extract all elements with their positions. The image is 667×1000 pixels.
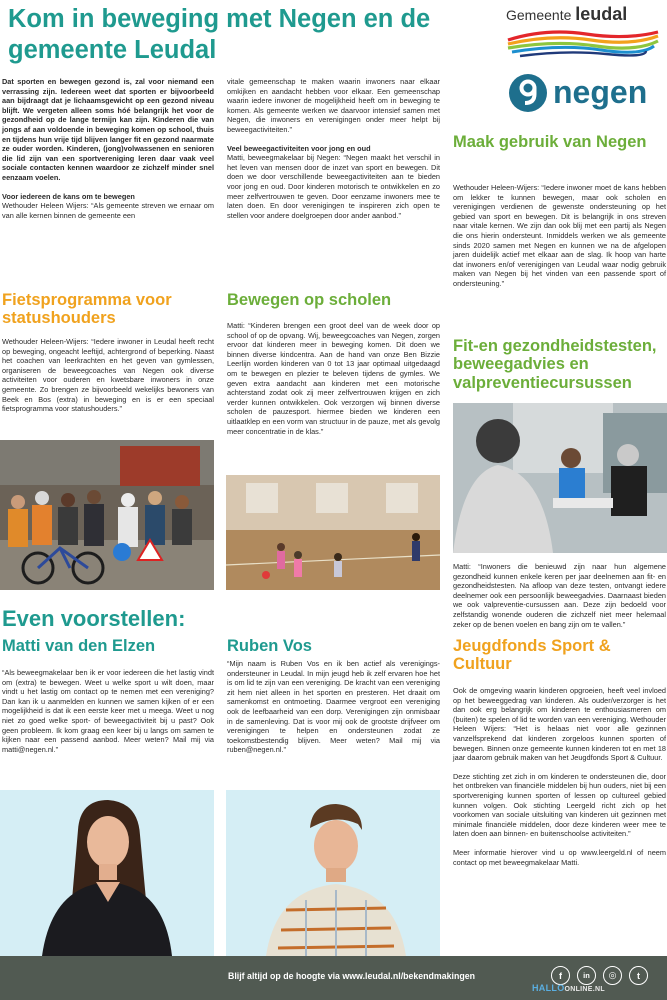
negen-logo	[508, 73, 658, 115]
hallo-online-watermark	[532, 983, 605, 993]
health-test-illustration	[453, 403, 667, 553]
intro-text-2: vitale gemeenschap te maken waarin inwoners naar elkaar omkijken en aandacht hebben voor elkaar. Een gemeenschap waarin iedere inwoner de mogelijkheid heeft om in beweging te komen. Als gemeente werken we daarvoor intensief samen met Negen, die inwoners en verenigingen onder meer helpt bij beweegactiviteiten.”	[227, 77, 440, 134]
intro-column-1	[2, 77, 214, 220]
twitter-icon[interactable]: t	[629, 966, 648, 985]
ruben-text: “Mijn naam is Ruben Vos en ik ben actief als verenigings-ondersteuner in Leudal. In mijn jeugd heb ik zelf ervaren hoe het is om lid te zijn van een vereniging. De kracht van een vereniging zit hem niet alleen in het sporten en presteren. Het draait om samenkomst en ontmoeting. Daarmee vergroot een vereniging ook de leefbaarheid van een dorp. Verenigingen zijn onmisbaar in de samenleving. Dat is voor mij ook de grootste drijfveer om verenigingen te helpen en ondersteunen zodat ze toekomstbestendig blijven. Meer weten? Mail mij via ruben@negen.nl.”	[227, 659, 440, 755]
leudal-logo	[506, 4, 661, 58]
intro-lead: Dat sporten en bewegen gezond is, zal voor niemand een verrassing zijn. Iedereen weet dat sporten er bijvoorbeeld aan bijdraagt dat je lichaamsgewicht op een gezond niveau blijft. We vergeten alleen soms hóé belangrijk het voor de gezondheid op de lange termijn kan zijn. Kinderen die van jongs af aan voldoende in beweging komen op school, thuis en tijdens hun vrije tijd blijven langer fit en gezond naarmate ze ouder worden. Kinderen, (jong)volwassenen en senioren die lid zijn van een sportvereniging leren daar vaak veel sociale contacten kennen waardoor ze zichzelf minder snel eenzaam voelen.	[2, 77, 214, 182]
intro-subheading: Voor iedereen de kans om te bewegen	[2, 191, 135, 201]
scholen-heading: Bewegen op scholen	[227, 291, 392, 309]
fit-text: Matti: “Inwoners die benieuwd zijn naar hun algemene gezondheid kunnen enkele keren per jaar deelnemen aan fit- en gezondheidstesten. Na afloop van deze testen, ontvangt iedere deelnemer ook een persoonlijk beweegadvies. Daarnaast bieden we ook valpreventie-cursussen aan. Deze zijn bedoeld voor zelfstandig wonende ouderen die zichzelf niet meer helemaal zeker op de benen voelen en bang zijn om te vallen.”	[453, 562, 666, 629]
watermark-part-b: ONLINE.NL	[564, 986, 605, 993]
jeugdfonds-text	[453, 686, 666, 876]
intro-column-2	[227, 77, 440, 220]
footer-text: Blijf altijd op de hoogte via www.leudal.nl/bekendmakingen	[228, 971, 475, 981]
scholen-text: Matti: “Kinderen brengen een groot deel van de week door op school of op de opvang. Wij, beweegcoaches van Negen, zorgen ervoor dat kinderen meer in beweging komen. Dit doen we binnen diverse kindcentra. Aan de hand van onze Ben Bizzie Leerlijn worden kinderen van 0 tot 13 jaar optimaal uitgedaagd om te bewegen en plezier te beleven tijdens de gymles. We geven extra aandacht aan kinderen met een motorische achterstand zodat ook zij meer zelfvertrouwen krijgen en zich verder kunnen ontwikkelen. Ook verzorgen wij binnen diverse scholen de pauzesport. hiermee bieden we kinderen een uitlaatklep en een vorm van structuur in de pauze, met als gevolg meer concentratie in de klas.”	[227, 321, 440, 436]
fiets-text: Wethouder Heleen-Wijers: “Iedere inwoner in Leudal heeft recht op beweging, ongeacht leeftijd, achtergrond of beperking. Naast het coachen van leerkrachten en het geven van gymlessen, organiseren de beweegcoaches van Negen ook diverse activiteiten voor ouderen en kwetsbare inwoners in onze gemeente. Zo brengen ze bijvoorbeeld wekelijks bewoners van Beek en Bos (extra) in beweging en is er een speciaal fietsprogramma voor statushouders.”	[2, 337, 214, 414]
leudal-waves-icon	[506, 26, 661, 58]
footer-bar	[0, 956, 667, 1000]
jeugdfonds-text-1: Ook de omgeving waarin kinderen opgroeien, heeft veel invloed op het beweeggedrag van kinderen. Als ouder/verzorger is het dan ook erg belangrijk om kinderen te enthousiasmeren om (buiten) te spelen of lid te worden van een vereniging. Wethouder Heleen Wijers: “Het is helaas niet voor alle gezinnen vanzelfsprekend dat kinderen zorgeloos kunnen sporten of bewegen. Binnen onze gemeente kunnen kinderen tot en met 18 jaar daarom gebruik maken van het Jeugdfonds Sport & Cultuur.	[453, 686, 666, 763]
instagram-icon[interactable]: ◎	[603, 966, 622, 985]
leudal-logo-prefix: Gemeente	[506, 7, 572, 23]
gym-illustration	[226, 475, 440, 590]
maak-gebruik-text: Wethouder Heleen-Wijers: “Iedere inwoner moet de kans hebben om lekker te kunnen bewegen, maar ook scholen en verenigingen verdienen de gewenste ondersteuning op het gebied van sport en bewegen. Dit is belangrijk in ons streven naar vitale kernen. We zijn dan ook blij met een partij als Negen die ons hierin ondersteunt. Inmiddels werken we als gemeente sinds 2020 samen met Negen en kunnen we na de afgelopen jaren duidelijk actief met elkaar aan de slag. Ik hoop van harte dat inwoners en/of verenigingen van Leudal waar nodig gebruik maken van Negen bij het vinden van een passende sport of ondersteuning.”	[453, 183, 666, 288]
fiets-heading: Fietsprogramma voor statushouders	[2, 291, 172, 328]
voorstellen-heading: Even voorstellen:	[2, 606, 186, 631]
gym-photo	[226, 475, 440, 590]
facebook-icon[interactable]: f	[551, 966, 570, 985]
matti-portrait-illustration	[0, 790, 214, 956]
cycling-group-illustration	[0, 440, 214, 590]
jeugdfonds-text-2: Deze stichting zet zich in om kinderen te ondersteunen die, door het ontbreken van financiële middelen bij hun ouders, niet bij een sportvereniging kunnen sporten of lessen op cultureel gebied kunnen volgen. Ook stichting Leergeld richt zich op het voorkomen van sociale uitsluiting van kinderen uit gezinnen met minimale financiële middelen, door deze kinderen weer mee te laten doen aan binnen- en buitenschoolse activiteiten.”	[453, 771, 666, 839]
matti-portrait	[0, 790, 214, 956]
ruben-portrait	[226, 790, 440, 956]
intro-text-2b: Matti, beweegmakelaar bij Negen: “Negen maakt het verschil in het leven van mensen door de inzet van sport en bewegen. Dit doen we door verschillende beweegactiviteiten aan te bieden voor jong en oud. Door kinderen motorisch te ontwikkelen en zo meer zelfvertrouwen te geven. Door eenzame inwoners mee te laten doen. En door verenigingen te inspireren zich open te stellen voor andere doelgroepen door ander aanbod.”	[227, 153, 440, 220]
cycling-group-photo	[0, 440, 214, 590]
watermark-part-a: HALLO	[532, 983, 565, 993]
ruben-portrait-illustration	[226, 790, 440, 956]
fit-heading: Fit-en gezondheidstesten, beweegadvies en valpreventiecursussen	[453, 337, 657, 392]
negen-nine-icon	[508, 73, 548, 113]
maak-gebruik-heading: Maak gebruik van Negen	[453, 133, 647, 151]
intro-text-1: Wethouder Heleen Wijers: “Als gemeente streven we ernaar om van alle kernen binnen de gemeente een	[2, 201, 214, 220]
ruben-name: Ruben Vos	[227, 637, 312, 655]
linkedin-icon[interactable]: in	[577, 966, 596, 985]
matti-name: Matti van den Elzen	[2, 637, 156, 655]
jeugdfonds-text-3: Meer informatie hierover vind u op www.leergeld.nl of neem contact op met beweegmakelaar Matti.	[453, 847, 666, 867]
page-title: Kom in beweging met Negen en de gemeente Leudal	[8, 5, 431, 64]
jeugdfonds-heading: Jeugdfonds Sport & Cultuur	[453, 637, 611, 674]
negen-logo-name: negen	[553, 74, 648, 110]
leudal-logo-name: leudal	[575, 4, 628, 24]
health-test-photo	[453, 403, 667, 553]
intro-subheading-2: Veel beweegactiviteiten voor jong en oud	[227, 143, 371, 153]
matti-text: “Als beweegmakelaar ben ik er voor iedereen die het lastig vindt om (extra) te bewegen. Weet u welke sport u wilt doen, maar vindt u het lastig om contact op te nemen met een vereniging? Dan kan ik u aanmelden en kunnen we samen kijken of er een mogelijkheid is dat ik een eerste keer met u meega. Weet u nog niet zo goed welke sport- of beweegactiviteit bij u past? Ook geen probleem. Ik kom graag een keer bij u langs om samen te kijken naar een passend aanbod. Meer weten? Mail mij via matti@negen.nl.”	[2, 668, 214, 754]
